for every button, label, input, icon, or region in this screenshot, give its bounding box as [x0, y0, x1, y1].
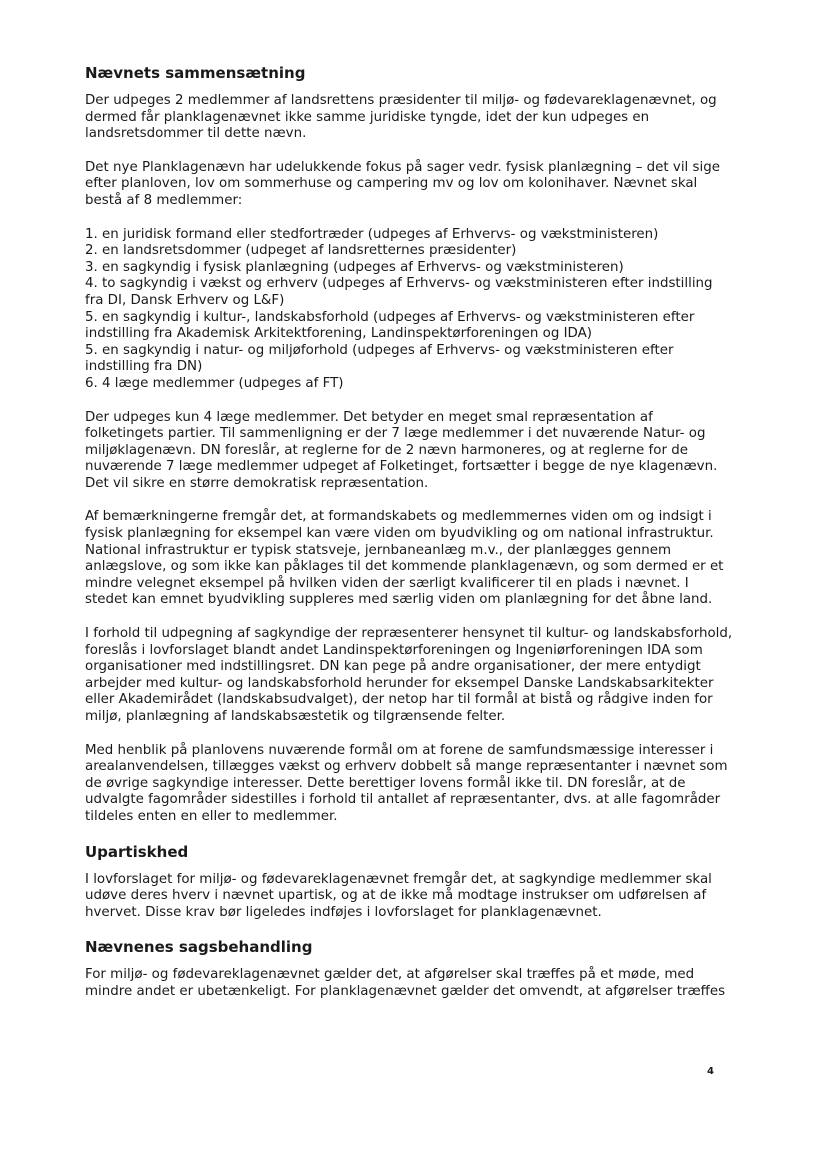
list-item: 5. en sagkyndig i kultur-, landskabsforhold (udpeges af Erhvervs- og vækstministeren efter indstilling fra Akademisk Arkitektforening, Landinspektørforeningen og IDA) [85, 309, 695, 342]
paragraph: Det nye Planklagenævn har udelukkende fokus på sager vedr. fysisk planlægning – det vil sige efter planloven, lov om sommerhuse og campering mv og lov om kolonihaver. Nævnet skal bestå af 8 medlemmer: [85, 159, 720, 208]
paragraph: For miljø- og fødevareklagenævnet gælder det, at afgørelser skal træffes på et møde, med mindre andet er ubetænkeligt. For planklagenævnet gælder det omvendt, at afgørelser træffes [85, 967, 726, 999]
section-heading-impartiality: Upartiskhed [85, 842, 189, 861]
paragraph: Med henblik på planlovens nuværende formål om at forene de samfundsmæssige interesser i arealanvendelsen, tillægges vækst og erhverv dobbelt så mange repræsentanter i nævnet som de øvrige sagkyndige interesser. Dette berettiger lovens formål ikke til. DN foreslår, at de udvalgte fagområder sidestilles i forhold til antallet af repræsentanter, dvs. at alle fagområder tildeles enten en eller to medlemmer. [85, 742, 728, 824]
paragraph: Der udpeges kun 4 læge medlemmer. Det betyder en meget smal repræsentation af folketingets partier. Til sammenligning er der 7 læge medlemmer i det nuværende Natur- og miljøklagenævn. DN foreslår, at reglerne for de 2 nævn harmoneres, og at reglerne for de nuværende 7 læge medlemmer udpeget af Folketinget, fortsætter i begge de nye klagenævn. Det vil sikre en større demokratisk repræsentation. [85, 409, 718, 491]
list-item: 6. 4 læge medlemmer (udpeges af FT) [85, 375, 344, 391]
list-item: 3. en sagkyndig i fysisk planlægning (udpeges af Erhvervs- og vækstministeren) [85, 259, 624, 275]
page-number: 4 [707, 1066, 714, 1077]
section-heading-case-handling: Nævnenes sagsbehandling [85, 938, 313, 957]
paragraph: Der udpeges 2 medlemmer af landsrettens præsidenter til miljø- og fødevareklagenævnet, og dermed får planklagenævnet ikke samme juridiske tyngde, idet der kun udpeges en landsretsdommer til dette nævn. [85, 93, 717, 142]
paragraph: Af bemærkningerne fremgår det, at formandskabets og medlemmernes viden om og indsigt i fysisk planlægning for eksempel kan være viden om byudvikling og om national infrastruktur. National infrastruktur er typisk statsveje, jernbaneanlæg m.v., der planlægges gennem anlægslove, og som ikke kan påklages til det kommende planklagenævn, og som dermed er et mindre velegnet eksempel på hvilken viden der særligt kvalificerer til en plads i nævnet. I stedet kan emnet byudvikling suppleres med særlig viden om planlægning for det åbne land. [85, 509, 724, 608]
list-item: 4. to sagkyndig i vækst og erhverv (udpeges af Erhvervs- og vækstministeren efter indstilling fra DI, Dansk Erhverv og L&F) [85, 276, 713, 308]
paragraph: I forhold til udpegning af sagkyndige der repræsenterer hensynet til kultur- og landskabsforhold, foreslås i lovforslaget blandt andet Landinspektørforeningen og Ingeniørforeningen IDA som organisationer med indstillingsret. DN kan pege på andre organisationer, der mere entydigt arbejder med kultur- og landskabsforhold herunder for eksempel Danske Landskabsarkitekter eller Akademirådet (landskabsudvalget), der netop har til formål at bistå og rådgive inden for miljø, planlægning af landskabsæstetik og tilgrænsende felter. [85, 626, 733, 724]
paragraph: I lovforslaget for miljø- og fødevareklagenævnet fremgår det, at sagkyndige medlemmer skal udøve deres hverv i nævnet upartisk, og at de ikke må modtage instrukser om udførelsen af hvervet. Disse krav bør ligeledes indføjes i lovforslaget for planklagenævnet. [85, 871, 712, 920]
section-heading-composition: Nævnets sammensætning [85, 64, 306, 82]
list-item: 1. en juridisk formand eller stedfortræder (udpeges af Erhvervs- og vækstministeren) [85, 226, 659, 242]
list-item: 5. en sagkyndig i natur- og miljøforhold (udpeges af Erhvervs- og vækstministeren efter indstilling fra DN) [85, 342, 674, 375]
list-item: 2. en landsretsdommer (udpeget af landsretternes præsidenter) [85, 243, 517, 259]
document-page [85, 64, 735, 1018]
member-list [85, 227, 735, 393]
